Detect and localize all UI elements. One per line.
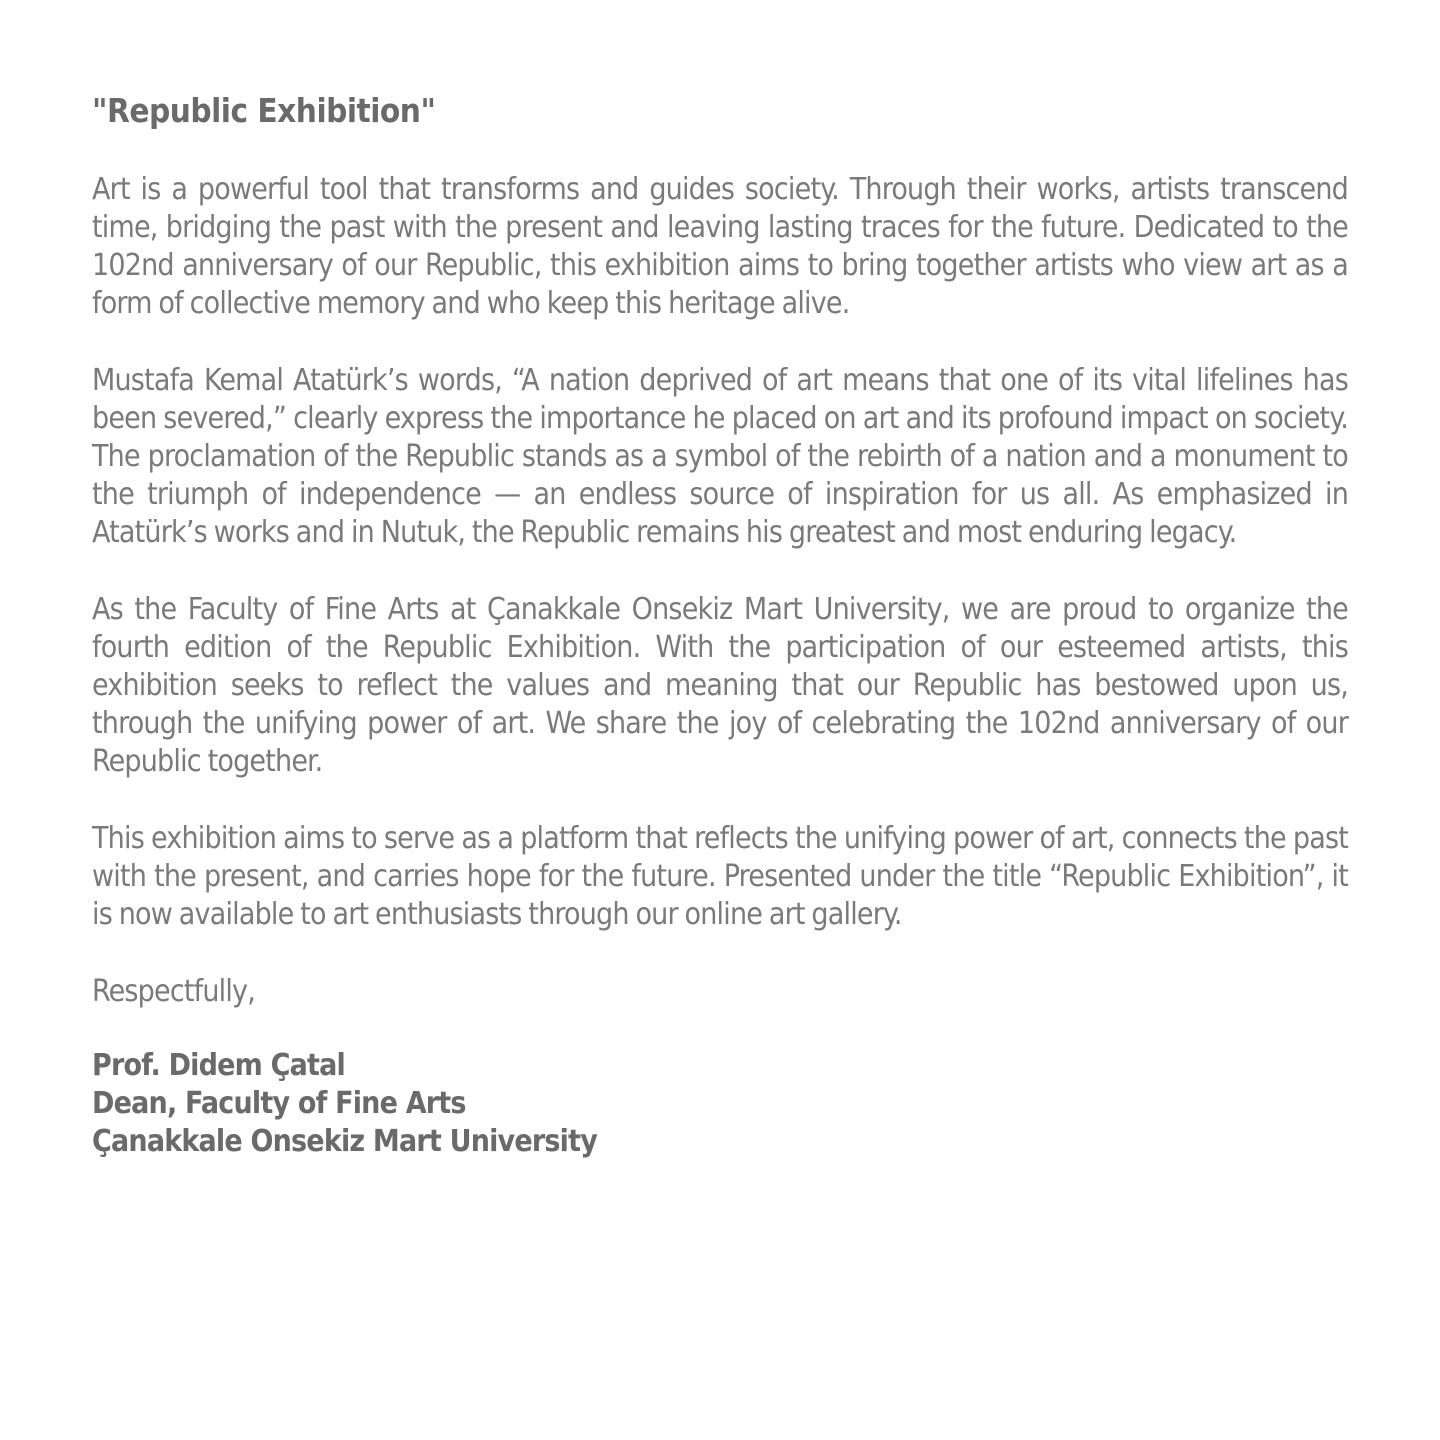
signature-block [92, 1047, 1348, 1161]
paragraph-intro: Art is a powerful tool that transforms and guides society. Through their works, artists transcend time, bridging the past with the present and leaving lasting traces for the future. Dedicated to the 102nd anniversary of our Republic, this exhibition aims to bring together artists who view art as a form of collective memory and who keep this heritage alive. [92, 172, 1348, 321]
paragraph-ataturk-quote: Mustafa Kemal Atatürk’s words, “A nation deprived of art means that one of its vital lifelines has been severed,” clearly express the importance he placed on art and its profound impact on society. The proclamation of the Republic stands as a symbol of the rebirth of a nation and a monument to the triumph of independence — an endless source of inspiration for us all. As emphasized in Atatürk’s works and in Nutuk, the Republic remains his greatest and most enduring legacy. [92, 363, 1348, 550]
signatory-name: Prof. Didem Çatal [92, 1048, 345, 1083]
document-page [92, 88, 1348, 1161]
closing-salutation: Respectfully, [92, 974, 255, 1009]
signatory-position: Dean, Faculty of Fine Arts [92, 1086, 466, 1121]
paragraph-online-gallery: This exhibition aims to serve as a platform that reflects the unifying power of art, connects the past with the present, and carries hope for the future. Presented under the title “Republic Exhibition”, it is now available to art enthusiasts through our online art gallery. [92, 821, 1348, 932]
signatory-institution: Çanakkale Onsekiz Mart University [92, 1124, 597, 1159]
document-title: "Republic Exhibition" [92, 91, 436, 130]
paragraph-faculty: As the Faculty of Fine Arts at Çanakkale Onsekiz Mart University, we are proud to organize the fourth edition of the Republic Exhibition. With the participation of our esteemed artists, this exhibition seeks to reflect the values and meaning that our Republic has bestowed upon us, through the unifying power of art. We share the joy of celebrating the 102nd anniversary of our Republic together. [92, 592, 1348, 779]
